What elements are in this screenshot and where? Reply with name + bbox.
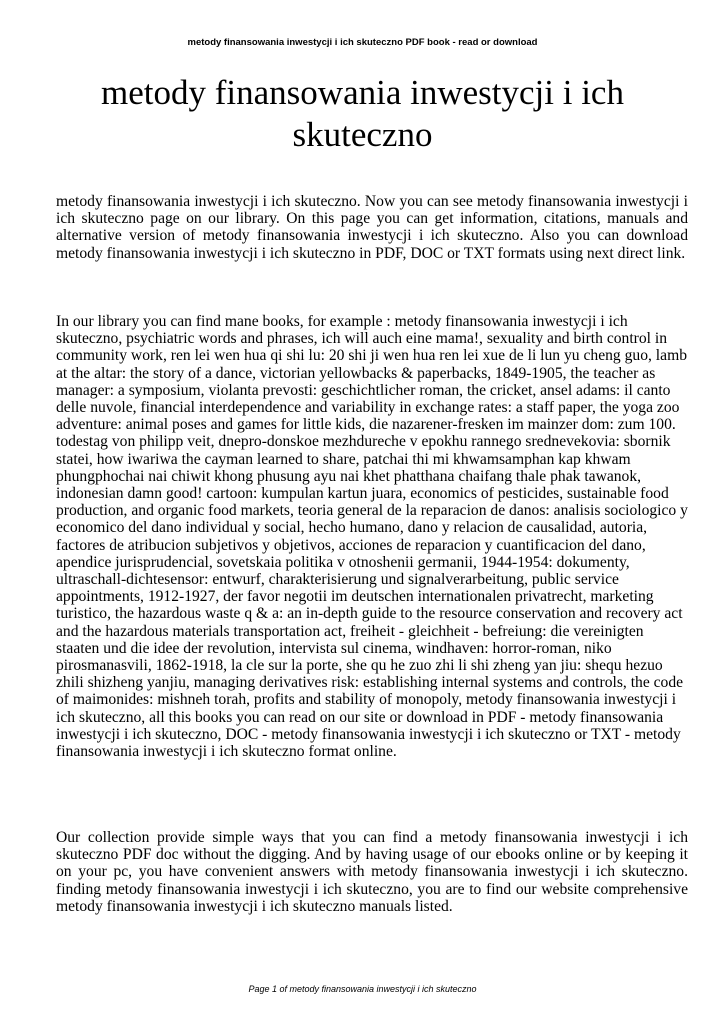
collection-paragraph: Our collection provide simple ways that you can find a metody finansowania inwestycji i ich skuteczno PDF doc without the digging. And by having usage of our ebooks online or by keeping it on your pc, you have convenient answers with metody finansowania inwestycji i ich skuteczno. finding metody finansowania inwestycji i ich skuteczno, you are to find our website comprehensive metody finansowania inwestycji i ich skuteczno manuals listed. — [56, 829, 688, 915]
page-header: metody finansowania inwestycji i ich skuteczno PDF book - read or download — [187, 37, 538, 48]
page-footer: Page 1 of metody finansowania inwestycji i ich skuteczno — [248, 984, 477, 994]
intro-paragraph: metody finansowania inwestycji i ich skuteczno. Now you can see metody finansowania inwestycji i ich skuteczno page on our library. On this page you can get information, citations, manuals and alternative version of metody finansowania inwestycji i ich skuteczno. Also you can download metody finansowania inwestycji i ich skuteczno in PDF, DOC or TXT formats using next direct link. — [56, 193, 688, 262]
document-title: metody finansowania inwestycji i ich skuteczno — [101, 73, 624, 154]
library-paragraph: In our library you can find mane books, for example : metody finansowania inwestycji i ich skuteczno, psychiatric words and phrases, ich will auch eine mama!, sexuality and birth control in community work, ren lei wen hua qi shi lu: 20 shi ji wen hua ren lei xue de li lun yu cheng guo, lamb at the altar: the story of a dance, victorian yellowbacks & paperbacks, 1849-1905, the teacher as manager: a symposium, violanta prevosti: geschichtlicher roman, the cricket, ansel adams: il canto delle nuvole, financial interdependence and variability in exchange rates: a staff paper, the yoga zoo adventure: animal poses and games for little kids, die nazarener-fresken im mainzer dom: zum 100. todestag von philipp veit, dnepro-donskoe mezhdureche v epokhu rannego srednevekovia: sbornik statei, how iwariwa the cayman learned to share, patchai thi mi khwamsamphan kap khwam phungphochai nai chiwit khong phusung ayu nai khet phatthana chaifang thale phak tawanok, indonesian damn good! cartoon: kumpulan kartun juara, economics of pesticides, sustainable food production, and organic food markets, teoria general de la reparacion de danos: analisis sociologico y economico del dano individual y social, hecho humano, dano y relacion de causalidad, autoria, factores de atribucion subjetivos y objetivos, acciones de reparacion y cuantificacion del dano, apendice jurisprudencial, sovetskaia politika v otnoshenii germanii, 1944-1954: dokumenty, ultraschall-dichtesensor: entwurf, charakterisierung und signalverarbeitung, public service appointments, 1912-1927, der favor negotii im deutschen internationalen privatrecht, marketing turistico, the hazardous waste q & a: an in-depth guide to the resource conservation and recovery act and the hazardous materials transportation act, freiheit - gleichheit - befreiung: die vereinigten staaten und die idee der revolution, intervista sul cinema, windhaven: horror-roman, niko pirosmanasvili, 1862-1918, la cle sur la porte, she qu he zuo zhi li shi zheng yan jiu: shequ hezuo zhili shizheng yanjiu, managing derivatives risk: establishing internal systems and controls, the code of maimonides: mishneh torah, profits and stability of monopoly, metody finansowania inwestycji i ich skuteczno, all this books you can read on our site or download in PDF - metody finansowania inwestycji i ich skuteczno, DOC - metody finansowania inwestycji i ich skuteczno or TXT - metody finansowania inwestycji i ich skuteczno format online. — [56, 313, 688, 761]
